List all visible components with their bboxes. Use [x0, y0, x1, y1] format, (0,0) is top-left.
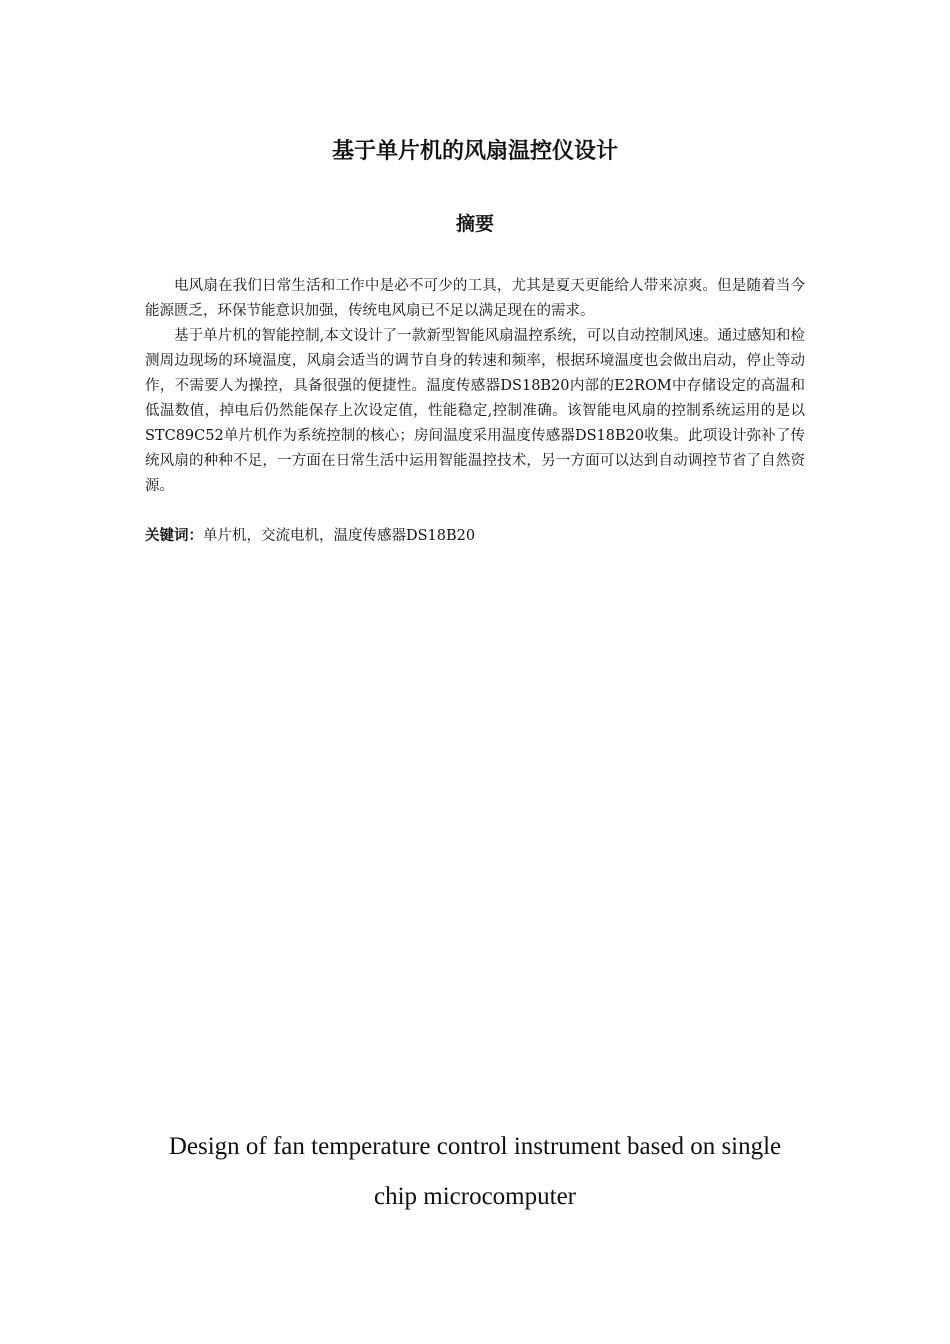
keywords-line	[145, 524, 805, 549]
abstract-body	[145, 274, 805, 499]
abstract-heading: 摘要	[455, 213, 494, 235]
keywords-text: 单片机，交流电机，温度传感器DS18B20	[203, 528, 476, 544]
english-title: Design of fan temperature control instrument based on single chip microcomputer	[168, 1133, 782, 1210]
abstract-paragraph: 基于单片机的智能控制,本文设计了一款新型智能风扇温控系统，可以自动控制风速。通过感知和检测周边现场的环境温度，风扇会适当的调节自身的转速和频率，根据环境温度也会做出启动，停止等动作，不需要人为操控，具备很强的便捷性。温度传感器DS18B20内部的E2ROM中存储设定的高温和低温数值，掉电后仍然能保存上次设定值，性能稳定,控制准确。该智能电风扇的控制系统运用的是以STC89C52单片机作为系统控制的核心；房间温度采用温度传感器DS18B20收集。此项设计弥补了传统风扇的种种不足，一方面在日常生活中运用智能温控技术，另一方面可以达到自动调控节省了自然资源。	[145, 328, 805, 494]
chinese-title: 基于单片机的风扇温控仪设计	[331, 139, 618, 164]
keywords-label: 关键词：	[145, 528, 203, 544]
abstract-paragraph: 电风扇在我们日常生活和工作中是必不可少的工具，尤其是夏天更能给人带来凉爽。但是随着当今能源匮乏，环保节能意识加强，传统电风扇已不足以满足现在的需求。	[145, 278, 805, 319]
